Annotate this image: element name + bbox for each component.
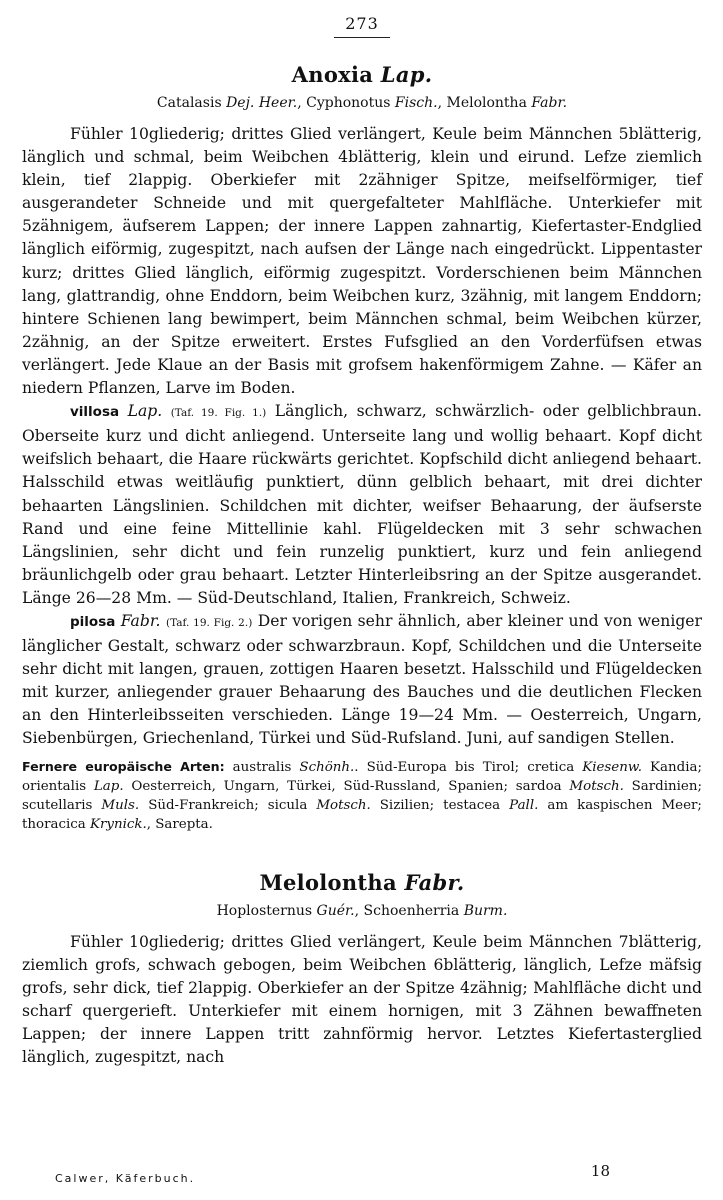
- synonym-author: Burm.: [463, 902, 508, 919]
- synonym-name: Hoplosternus: [216, 902, 313, 919]
- note-text: Süd-Europa bis Tirol; cretica: [366, 759, 575, 775]
- species-author: Fabr.: [120, 611, 161, 630]
- note-text: Oesterreich, Ungarn, Türkei, Süd-Russland, Spanien; sardoa: [131, 778, 562, 794]
- species-description: Der vorigen sehr ähnlich, aber kleiner und von weniger länglicher Gestalt, schwarz oder schwarzbraun. Kopf, Schildchen und die Unterseite sehr dicht mit langen, grauen, zottigen Haaren besetzt. Halsschild und Flügeldecken mit kurzer, anliegender grauer Behaarung des Bauches und die deutlichen Flecken an den Hinterleibsseiten verschieden. Länge 19—24 Mm. — Oesterreich, Ungarn, Siebenbürgen, Griechenland, Türkei und Süd-Rufsland. Juni, auf sandigen Stellen.: [22, 611, 702, 748]
- species-name: pilosa: [70, 613, 116, 630]
- page-number-rule: [334, 37, 390, 38]
- species-author: Lap.: [127, 402, 163, 421]
- other-species-note: Fernere europäische Arten: australis Schönh.. Süd-Europa bis Tirol; cretica Kiesenw. Kandia; orientalis Lap. Oesterreich, Ungarn, Türkei, Süd-Russland, Spanien; sardoa Motsch. Sardinien; scutellaris Muls. Süd-Frankreich; sicula Motsch. Sizilien; testacea Pall. am kaspischen Meer; thoracica Krynick., Sarepta.: [22, 758, 702, 832]
- synonym-author: Fisch.: [394, 95, 438, 111]
- genus-title-anoxia: [22, 62, 702, 87]
- other-species-label: Fernere europäische Arten:: [22, 758, 225, 774]
- note-text: am kaspischen Meer; thoracica: [22, 797, 702, 832]
- page-number: 273: [345, 14, 379, 33]
- note-author: Motsch.: [569, 778, 624, 794]
- genus-description: Fühler 10gliederig; drittes Glied verlängert, Keule beim Männchen 7blätterig, ziemlich grofs, schwach gebogen, beim Weibchen 6blätterig, länglich, Lefze mäfsig grofs, sehr dick, tief 2lappig. Oberkiefer an der Spitze 4zähnig; Mahlfläche dicht und scharf quergerieft. Unterkiefer mit einem hornigen, mit 3 Zähnen bewaffneten Lappen; der innere Lappen tritt zahnförmig hervor. Letztes Kiefertasterglied länglich, zugespitzt, nach: [22, 932, 702, 1066]
- note-text: Süd-Frankreich; sicula: [148, 797, 308, 813]
- species-name: villosa: [70, 404, 120, 421]
- genus-name: Melolontha: [259, 869, 397, 895]
- note-author: Schönh.: [299, 759, 355, 775]
- plate-reference: (Taf. 19. Fig. 2.): [165, 616, 253, 629]
- note-text: australis: [232, 759, 292, 775]
- genus-author: Lap.: [380, 62, 433, 87]
- note-text: Sarepta.: [155, 816, 213, 832]
- genus-title-melolontha: [22, 870, 702, 895]
- note-author: Motsch.: [316, 797, 371, 813]
- note-author: Lap.: [93, 778, 124, 794]
- synonym-name: Catalasis: [156, 95, 222, 111]
- genus-description: Fühler 10gliederig; drittes Glied verlängert, Keule beim Männchen 5blätterig, länglich und schmal, beim Weibchen 4blätterig, klein und eirund. Lefze ziemlich klein, tief 2lappig. Oberkiefer mit 2zähniger Spitze, meifselförmiger, tief ausgerandeter Schneide und mit quergefalteter Mahlfläche. Unterkiefer mit 5zähnigem, äufserem Lappen; der innere Lappen zahnartig, Kiefertaster-Endglied länglich eiförmig, zugespitzt, nach aufsen der Länge nach eingedrückt. Lippentaster kurz; drittes Glied länglich, eiförmig zugespitzt. Vorderschienen beim Männchen lang, glattrandig, ohne Enddorn, beim Weibchen kurz, 3zähnig, mit langem Enddorn; hintere Schienen lang bewimpert, beim Männchen schmal, beim Weibchen kürzer, 2zähnig, an der Spitze erweitert. Erstes Fufsglied an den Vorderfüfsen etwas verlängert. Jede Klaue an der Basis mit grofsem hakenförmigem Zahne. — Käfer an niedern Pflanzen, Larve im Boden.: [22, 125, 702, 398]
- synonym-name: Schoenherria: [363, 902, 460, 919]
- plate-reference: (Taf. 19. Fig. 1.): [170, 407, 267, 420]
- note-text: Sardinien; scutellaris: [22, 778, 702, 813]
- genus-synonyms: Catalasis Dej. Heer., Cyphonotus Fisch., Melolontha Fabr.: [156, 95, 568, 111]
- synonym-name: Melolontha: [446, 95, 527, 111]
- synonym-name: Cyphonotus: [306, 95, 391, 111]
- genus-author: Fabr.: [404, 869, 465, 895]
- genus-name: Anoxia: [291, 62, 374, 87]
- synonym-author: Guér.: [316, 902, 355, 919]
- note-author: Pall.: [509, 797, 539, 813]
- signature-mark: 18: [590, 1162, 610, 1180]
- synonym-author: Dej. Heer.: [226, 95, 298, 111]
- publisher-imprint: Calwer, Käferbuch.: [55, 1172, 196, 1185]
- note-author: Krynick.: [89, 816, 147, 832]
- page-footer: [55, 1162, 660, 1185]
- genus-synonyms: Hoplosternus Guér., Schoenherria Burm.: [216, 902, 508, 919]
- species-description: Länglich, schwarz, schwärzlich- oder gelblichbraun. Oberseite kurz und dicht anliegend. Unterseite lang und wollig behaart. Kopf dicht weifslich behaart, die Haare rückwärts gerichtet. Kopfschild dicht anliegend behaart. Halsschild etwas weitläufig punktiert, dünn gelblich behaart, mit drei dichter behaarten Längslinien. Schildchen mit dichter, weifser Behaarung, der äufserste Rand und eine feine Mittellinie kahl. Flügeldecken mit 3 sehr schwachen Längslinien, sehr dicht und fein runzelig punktiert, kurz und fein anliegend bräunlichgelb oder grau behaart. Letzter Hinterleibsring an der Spitze ausgerandet. Länge 26—28 Mm. — Süd-Deutschland, Italien, Frankreich, Schweiz.: [22, 402, 702, 607]
- species-entry-pilosa: [22, 610, 702, 751]
- note-text: Sizilien; testacea: [379, 797, 501, 813]
- book-page: [22, 14, 702, 1069]
- note-author: Kiesenw.: [582, 759, 642, 775]
- species-entry-villosa: [22, 400, 702, 610]
- synonym-author: Fabr.: [531, 95, 568, 111]
- note-author: Muls.: [101, 797, 140, 813]
- note-text: Kandia; orientalis: [22, 759, 702, 794]
